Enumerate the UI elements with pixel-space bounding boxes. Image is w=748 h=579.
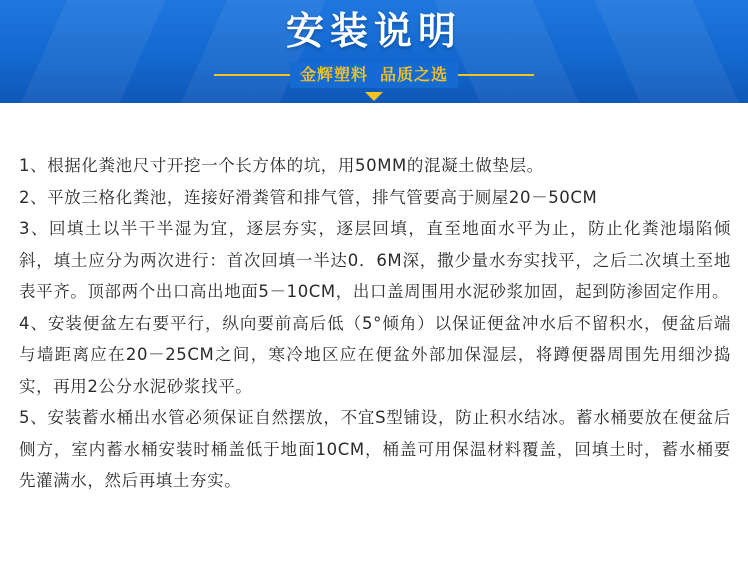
instruction-item-1: 1、根据化粪池尺寸开挖一个长方体的坑，用50MM的混凝土做垫层。: [19, 156, 544, 175]
subtitle-brand: 金辉塑料: [299, 65, 368, 84]
subtitle-row: [0, 62, 748, 88]
header-banner: [0, 0, 748, 103]
instruction-item-3: 3、回填土以半干半湿为宜，逐层夯实，逐层回填，直至地面水平为止，防止化粪池塌陷倾斜，填土应分为两次进行：首次回填一半达0．6M深，撒少量水夯实找平，之后二次填土至地表平齐。顶部两个出口高出地面5－10CM，出口盖周围用水泥砂浆加固，起到防渗固定作用。: [19, 219, 731, 301]
chevron-down-icon: [365, 92, 383, 101]
subtitle-slogan: 品质之选: [380, 65, 449, 84]
page-title: 安装说明: [285, 9, 462, 53]
instruction-item-2: 2、平放三格化粪池，连接好滑粪管和排气管，排气管要高于厕屋20－50CM: [19, 187, 598, 207]
instruction-item-5: 5、安装蓄水桶出水管必须保证自然摆放，不宜S型铺设，防止积水结冰。蓄水桶要放在便盆后侧方，室内蓄水桶安装时桶盖低于地面10CM，桶盖可用保温材料覆盖，回填土时，蓄水桶要先灌满水，然后再填土夯实。: [19, 408, 731, 490]
instruction-item-4: 4、安装便盆左右要平行，纵向要前高后低（5°倾角）以保证便盆冲水后不留积水，便盆后端与墙距离应在20－25CM之间，寒冷地区应在便盆外部加保湿层，将蹲便器周围先用细沙捣实，再用2公分水泥砂浆找平。: [19, 313, 731, 396]
subtitle: [290, 62, 458, 88]
instructions-list: [19, 150, 731, 497]
